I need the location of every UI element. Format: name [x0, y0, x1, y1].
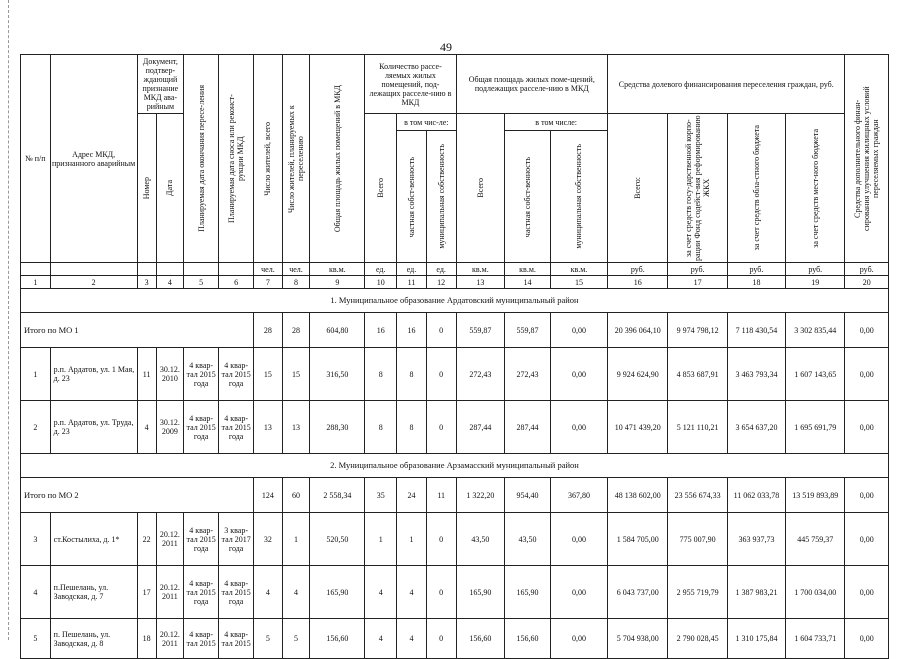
row-value: 288,30: [310, 401, 365, 454]
row-doc-date: 20.12. 2011: [156, 566, 184, 619]
total-value: 23 556 674,33: [668, 478, 727, 513]
header-address: Адрес МКД, признанного аварийным: [50, 55, 137, 263]
total-row: [21, 313, 889, 348]
row-value: 287,44: [456, 401, 505, 454]
total-value: 3 302 835,44: [786, 313, 845, 348]
total-value: 0,00: [845, 313, 889, 348]
total-value: 1 322,20: [456, 478, 505, 513]
col-number: 1: [21, 276, 51, 289]
row-value: 156,60: [505, 619, 551, 659]
row-value: 0,00: [550, 513, 607, 566]
row-plan-demolish: 3 квар-тал 2017 года: [219, 513, 254, 566]
total-label: Итого по МО 2: [21, 478, 254, 513]
row-number: 1: [21, 348, 51, 401]
col-number: 20: [845, 276, 889, 289]
row-value: 520,50: [310, 513, 365, 566]
row-value: 0,00: [845, 348, 889, 401]
table-row: [21, 348, 889, 401]
row-address: п. Пешелань, ул. Заводская, д. 8: [50, 619, 137, 659]
row-value: 0,00: [845, 566, 889, 619]
total-value: 367,80: [550, 478, 607, 513]
resettlement-table: [20, 54, 889, 659]
row-number: 4: [21, 566, 51, 619]
row-value: 156,60: [310, 619, 365, 659]
row-value: 1: [282, 513, 310, 566]
col-number: 16: [608, 276, 668, 289]
row-value: 0,00: [550, 348, 607, 401]
header-qty-group: Количество рассе-ляемых жилых помещений, под-лежащих расселе-нию в МКД: [365, 55, 456, 114]
total-value: 604,80: [310, 313, 365, 348]
row-address: п.Пешелань, ул. Заводская, д. 7: [50, 566, 137, 619]
total-value: 16: [365, 313, 397, 348]
row-value: 1 700 034,00: [786, 566, 845, 619]
col-number: 8: [282, 276, 310, 289]
total-value: 559,87: [505, 313, 551, 348]
header-qty-municipal: муниципальная собственность: [426, 131, 456, 263]
row-address: ст.Костылиха, д. 1*: [50, 513, 137, 566]
row-value: 8: [397, 401, 427, 454]
unit-cell: кв.м.: [456, 263, 505, 276]
row-value: 165,90: [310, 566, 365, 619]
header-area-group: Общая площадь жилых поме-щений, подлежащих расселе-нию в МКД: [456, 55, 608, 114]
header-doc-group: Документ, подтвер-ждающий признание МКД ава-рийным: [137, 55, 184, 114]
total-value: 48 138 602,00: [608, 478, 668, 513]
row-value: 272,43: [456, 348, 505, 401]
row-value: 4: [365, 619, 397, 659]
row-value: 1 607 143,65: [786, 348, 845, 401]
row-value: 15: [254, 348, 283, 401]
row-doc-number: 4: [137, 401, 156, 454]
header-residents-planned: Число жителей, планируемых к переселению: [282, 55, 310, 263]
row-plan-demolish: 4 квар-тал 2015: [219, 619, 254, 659]
row-value: 1 695 691,79: [786, 401, 845, 454]
total-value: 9 974 798,12: [668, 313, 727, 348]
unit-cell: кв.м.: [310, 263, 365, 276]
col-number: 5: [184, 276, 219, 289]
row-doc-date: 20.12. 2011: [156, 513, 184, 566]
table-row: [21, 619, 889, 659]
unit-cell: руб.: [845, 263, 889, 276]
header-doc-date: Дата: [156, 114, 184, 263]
row-value: 0: [426, 566, 456, 619]
unit-cell: кв.м.: [550, 263, 607, 276]
row-plan-resettle: 4 квар-тал 2015 года: [184, 513, 219, 566]
row-value: 6 043 737,00: [608, 566, 668, 619]
header-additional: Средства дополнительного финан-сирования улучшения жилищных условий переселяемых граждан: [845, 55, 889, 263]
row-value: 0,00: [845, 401, 889, 454]
row-value: 3 654 637,20: [727, 401, 785, 454]
row-value: 0,00: [550, 401, 607, 454]
row-value: 4: [397, 566, 427, 619]
row-doc-date: 30.12. 2010: [156, 348, 184, 401]
row-value: 0: [426, 513, 456, 566]
row-value: 775 007,90: [668, 513, 727, 566]
unit-cell: ед.: [426, 263, 456, 276]
total-value: 60: [282, 478, 310, 513]
header-qty-total: Всего: [365, 114, 397, 263]
header-funds-total: Всего:: [608, 114, 668, 263]
header-residents: Число жителей, всего: [254, 55, 283, 263]
row-doc-number: 22: [137, 513, 156, 566]
row-value: 1 387 983,21: [727, 566, 785, 619]
row-doc-date: 20.12. 2011: [156, 619, 184, 659]
margin-dashed-line: [8, 0, 10, 640]
row-value: 15: [282, 348, 310, 401]
table-row: [21, 513, 889, 566]
header-qty-incl: в том чис-ле:: [397, 114, 456, 131]
row-value: 1 604 733,71: [786, 619, 845, 659]
table-row: [21, 401, 889, 454]
header-area-total: Всего: [456, 114, 505, 263]
row-value: 43,50: [456, 513, 505, 566]
row-address: р.п. Ардатов, ул. 1 Мая, д. 23: [50, 348, 137, 401]
col-number: 12: [426, 276, 456, 289]
row-value: 4: [282, 566, 310, 619]
row-plan-demolish: 4 квар-тал 2015 года: [219, 566, 254, 619]
row-value: 1: [365, 513, 397, 566]
row-plan-resettle: 4 квар-тал 2015 года: [184, 348, 219, 401]
row-value: 0: [426, 401, 456, 454]
row-value: 165,90: [456, 566, 505, 619]
header-qty-private: частная собст-венность: [397, 131, 427, 263]
row-value: 1 310 175,84: [727, 619, 785, 659]
row-plan-resettle: 4 квар-тал 2015 года: [184, 566, 219, 619]
table-row: [21, 566, 889, 619]
row-value: 5 121 110,21: [668, 401, 727, 454]
row-value: 10 471 439,20: [608, 401, 668, 454]
section-title: 1. Муниципальное образование Ардатовский муниципальный район: [21, 289, 889, 313]
total-value: 20 396 064,10: [608, 313, 668, 348]
row-value: 9 924 624,90: [608, 348, 668, 401]
row-doc-number: 17: [137, 566, 156, 619]
row-value: 272,43: [505, 348, 551, 401]
total-label: Итого по МО 1: [21, 313, 254, 348]
total-value: 35: [365, 478, 397, 513]
total-value: 954,40: [505, 478, 551, 513]
unit-cell: чел.: [254, 263, 283, 276]
row-number: 3: [21, 513, 51, 566]
section-header-row: [21, 289, 889, 313]
header-plan-resettle: Планируемая дата окончания пересе-ления: [184, 55, 219, 263]
row-value: 165,90: [505, 566, 551, 619]
total-value: 7 118 430,54: [727, 313, 785, 348]
row-value: 316,50: [310, 348, 365, 401]
row-value: 4: [397, 619, 427, 659]
column-numbers-row: [21, 276, 889, 289]
col-number: 13: [456, 276, 505, 289]
row-value: 13: [254, 401, 283, 454]
row-value: 4 853 687,91: [668, 348, 727, 401]
col-number: 7: [254, 276, 283, 289]
row-value: 2 790 028,45: [668, 619, 727, 659]
units-row: [21, 263, 889, 276]
total-value: 0: [426, 313, 456, 348]
unit-cell: кв.м.: [505, 263, 551, 276]
row-value: 0,00: [845, 619, 889, 659]
header-plan-demolish: Планируемая дата сноса или реконст-рукции МКД: [219, 55, 254, 263]
col-number: 19: [786, 276, 845, 289]
row-value: 3 463 793,34: [727, 348, 785, 401]
row-value: 0: [426, 619, 456, 659]
total-value: 11: [426, 478, 456, 513]
total-row: [21, 478, 889, 513]
row-address: р.п. Ардатов, ул. Труда, д. 23: [50, 401, 137, 454]
col-number: 17: [668, 276, 727, 289]
total-value: 0,00: [845, 478, 889, 513]
row-value: 8: [365, 401, 397, 454]
row-value: 5: [254, 619, 283, 659]
unit-cell: руб.: [668, 263, 727, 276]
header-area-incl: в том числе:: [505, 114, 608, 131]
row-value: 13: [282, 401, 310, 454]
row-value: 0,00: [550, 619, 607, 659]
row-value: 5 704 938,00: [608, 619, 668, 659]
row-number: 5: [21, 619, 51, 659]
row-value: 4: [365, 566, 397, 619]
section-title: 2. Муниципальное образование Арзамасский муниципальный район: [21, 454, 889, 478]
col-number: 6: [219, 276, 254, 289]
row-plan-resettle: 4 квар-тал 2015: [184, 619, 219, 659]
unit-cell: чел.: [282, 263, 310, 276]
unit-cell: руб.: [786, 263, 845, 276]
page-number: 49: [440, 40, 452, 54]
header-area-private: частная собст-венность: [505, 131, 551, 263]
row-value: 1: [397, 513, 427, 566]
row-value: 156,60: [456, 619, 505, 659]
row-value: 0,00: [845, 513, 889, 566]
row-doc-number: 11: [137, 348, 156, 401]
row-value: 0: [426, 348, 456, 401]
unit-cell: руб.: [727, 263, 785, 276]
row-value: 2 955 719,79: [668, 566, 727, 619]
row-plan-demolish: 4 квар-тал 2015 года: [219, 401, 254, 454]
section-header-row: [21, 454, 889, 478]
row-value: 5: [282, 619, 310, 659]
col-number: 14: [505, 276, 551, 289]
row-value: 287,44: [505, 401, 551, 454]
header-fund: за счет средств госу-дарственной корпо-рации Фонд содейст-вия реформированию ЖКХ: [668, 114, 727, 263]
header-total-area: Общая площадь жилых помещений в МКД: [310, 55, 365, 263]
total-value: 13 519 893,89: [786, 478, 845, 513]
col-number: 9: [310, 276, 365, 289]
total-value: 28: [282, 313, 310, 348]
row-value: 363 937,73: [727, 513, 785, 566]
total-value: 124: [254, 478, 283, 513]
header-num: № п/п: [21, 55, 51, 263]
row-value: 445 759,37: [786, 513, 845, 566]
header-area-municipal: муниципальная собственность: [550, 131, 607, 263]
total-value: 0,00: [550, 313, 607, 348]
col-number: 15: [550, 276, 607, 289]
row-number: 2: [21, 401, 51, 454]
total-value: 2 558,34: [310, 478, 365, 513]
row-value: 8: [365, 348, 397, 401]
total-value: 559,87: [456, 313, 505, 348]
header-local: за счет средств мест-ного бюджета: [786, 114, 845, 263]
row-value: 0,00: [550, 566, 607, 619]
row-value: 1 584 705,00: [608, 513, 668, 566]
header-doc-number: Номер: [137, 114, 156, 263]
col-number: 2: [50, 276, 137, 289]
header-regional: за счет средств обла-стного бюджета: [727, 114, 785, 263]
row-doc-number: 18: [137, 619, 156, 659]
unit-cell: ед.: [397, 263, 427, 276]
row-plan-resettle: 4 квар-тал 2015 года: [184, 401, 219, 454]
col-number: 18: [727, 276, 785, 289]
header-funds-group: Средства долевого финансирования переселения граждан, руб.: [608, 55, 845, 114]
row-value: 32: [254, 513, 283, 566]
row-plan-demolish: 4 квар-тал 2015 года: [219, 348, 254, 401]
total-value: 11 062 033,78: [727, 478, 785, 513]
total-value: 24: [397, 478, 427, 513]
row-value: 4: [254, 566, 283, 619]
col-number: 10: [365, 276, 397, 289]
col-number: 4: [156, 276, 184, 289]
col-number: 11: [397, 276, 427, 289]
unit-cell: руб.: [608, 263, 668, 276]
row-value: 43,50: [505, 513, 551, 566]
row-value: 8: [397, 348, 427, 401]
total-value: 28: [254, 313, 283, 348]
total-value: 16: [397, 313, 427, 348]
row-doc-date: 30.12. 2009: [156, 401, 184, 454]
unit-cell: ед.: [365, 263, 397, 276]
col-number: 3: [137, 276, 156, 289]
